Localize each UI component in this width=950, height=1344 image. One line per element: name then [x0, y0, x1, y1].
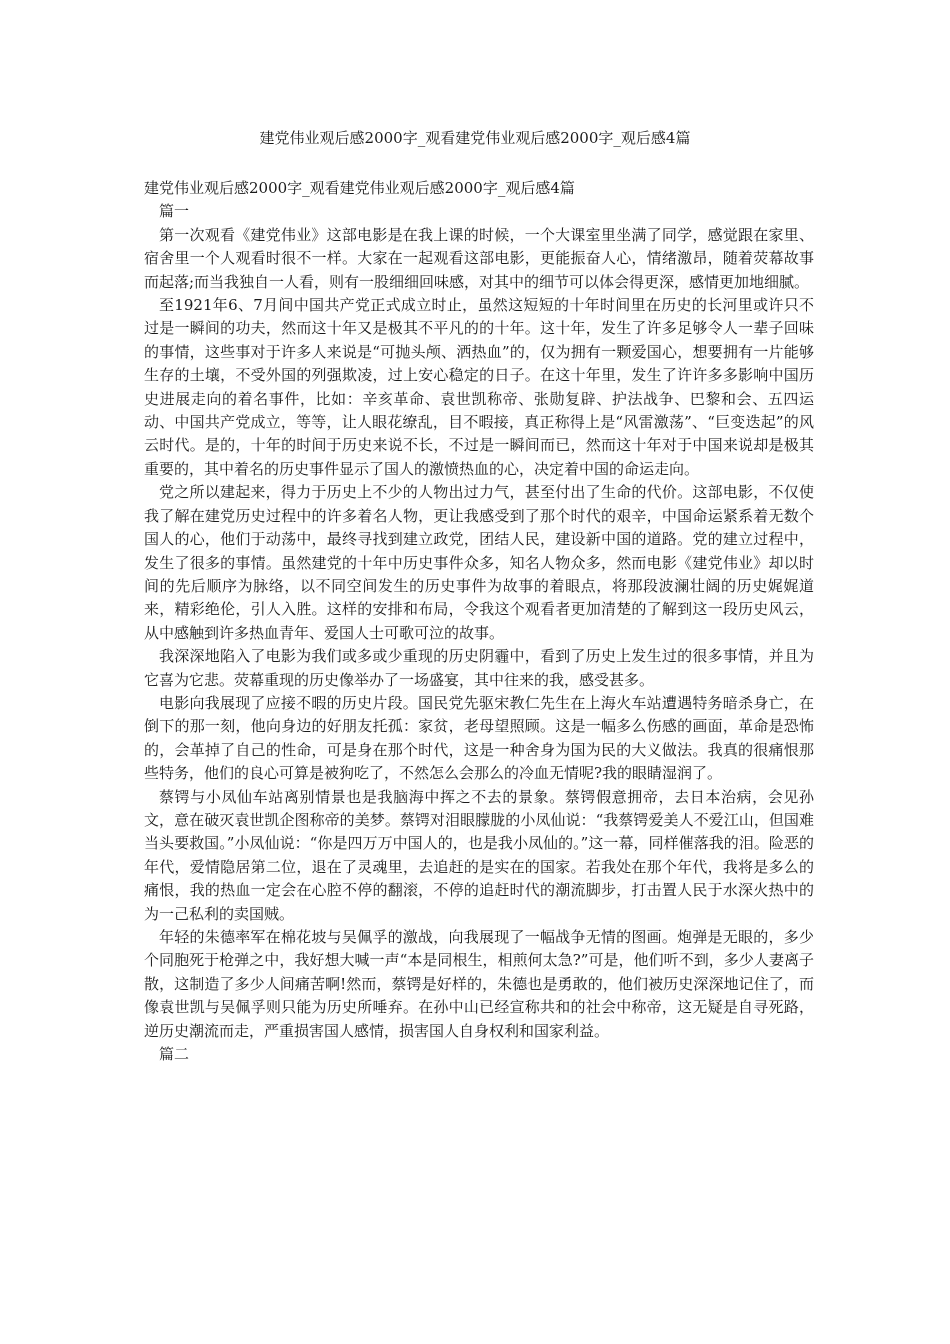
paragraph: 至1921年6、7月间中国共产党正式成立时止，虽然这短短的十年时间里在历史的长河里或许只不过是一瞬间的功夫，然而这十年又是极其不平凡的的十年。这十年，发生了许多足够令人一辈子回味的事情，这些事对于许多人来说是“可抛头颅、洒热血”的，仅为拥有一颗爱国心，想要拥有一片能够生存的土壤，不受外国的列强欺凌，过上安心稳定的日子。在这十年里，发生了许许多多影响中国历史进展走向的着名事件，比如：辛亥革命、袁世凯称帝、张勋复辟、护法战争、巴黎和会、五四运动、中国共产党成立，等等，让人眼花缭乱，目不暇接，真正称得上是“风雷激荡”、“巨变迭起”的风云时代。是的，十年的时间于历史来说不长，不过是一瞬间而已，然而这十年对于中国来说却是极其重要的，其中着名的历史事件显示了国人的激愤热血的心，决定着中国的命运走向。 — [144, 296, 814, 478]
document-subtitle: 建党伟业观后感2000字_观看建党伟业观后感2000字_观后感4篇 — [144, 179, 575, 197]
section-heading: 篇二 — [159, 1045, 190, 1064]
paragraph: 党之所以建起来，得力于历史上不少的人物出过力气，甚至付出了生命的代价。这部电影，不仅使我了解在建党历史过程中的许多着名人物，更让我感受到了那个时代的艰辛，中国命运紧系着无数个国人的心，他们于动荡中，最终寻找到建立政党，团结人民，建设新中国的道路。党的建立过程中，发生了很多的事情。虽然建党的十年中历史事件众多，知名人物众多，然而电影《建党伟业》却以时间的先后顺序为脉络，以不同空间发生的历史事件为故事的着眼点，将那段波澜壮阔的历史娓娓道来，精彩绝伦，引人入胜。这样的安排和布局，令我这个观看者更加清楚的了解到这一段历史风云，从中感触到许多热血青年、爱国人士可歌可泣的故事。 — [144, 483, 814, 642]
document-title: 建党伟业观后感2000字_观看建党伟业观后感2000字_观后感4篇 — [259, 129, 691, 147]
paragraph: 蔡锷与小凤仙车站离别情景也是我脑海中挥之不去的景象。蔡锷假意拥帝，去日本治病，会见孙文，意在破灭袁世凯企图称帝的美梦。蔡锷对泪眼朦胧的小凤仙说：“我蔡锷爱美人不爱江山，但国难当头要救国。”小凤仙说：“你是四万万中国人的，也是我小凤仙的。”这一幕，同样催落我的泪。险恶的年代，爱情隐居第二位，退在了灵魂里，去追赶的是实在的国家。若我处在那个年代，我将是多么的痛恨，我的热血一定会在心腔不停的翻滚，不停的追赶时代的潮流脚步，打击置人民于水深火热中的为一己私利的卖国贼。 — [144, 787, 814, 923]
section-heading: 篇一 — [159, 202, 190, 221]
paragraph: 年轻的朱德率军在棉花坡与吴佩孚的激战，向我展现了一幅战争无情的图画。炮弹是无眼的，多少个同胞死于枪弹之中，我好想大喊一声“本是同根生，相煎何太急?”可是，他们听不到，多少人妻离子散，这制造了多少人间痛苦啊!然而，蔡锷是好样的，朱德也是勇敢的，他们被历史深深地记住了，而像袁世凯与吴佩孚则只能为历史所唾弃。在孙中山已经宣称共和的社会中称帝，这无疑是自寻死路，逆历史潮流而走，严重损害国人感情，损害国人自身权利和国家利益。 — [144, 928, 814, 1040]
paragraph: 第一次观看《建党伟业》这部电影是在我上课的时候，一个大课室里坐满了同学，感觉跟在家里、宿舍里一个人观看时很不一样。大家在一起观看这部电影，更能振奋人心，情绪激昂，随着荧幕故事而起落;而当我独自一人看，则有一股细细回味感，对其中的细节可以体会得更深，感情更加地细腻。 — [144, 225, 814, 291]
paragraph: 我深深地陷入了电影为我们或多或少重现的历史阴霾中，看到了历史上发生过的很多事情，并且为它喜为它悲。荧幕重现的历史像举办了一场盛宴，其中往来的我，感受甚多。 — [144, 647, 814, 689]
paragraph: 电影向我展现了应接不暇的历史片段。国民党先驱宋教仁先生在上海火车站遭遇特务暗杀身亡，在倒下的那一刻，他向身边的好朋友托孤：家贫，老母望照顾。这是一幅多么伤感的画面，革命是恐怖的，会革掉了自己的性命，可是身在那个时代，这是一种舍身为国为民的大义做法。我真的很痛恨那些特务，他们的良心可算是被狗吃了，不然怎么会那么的冷血无情呢?我的眼睛湿润了。 — [144, 693, 814, 783]
document-body — [144, 177, 814, 1066]
